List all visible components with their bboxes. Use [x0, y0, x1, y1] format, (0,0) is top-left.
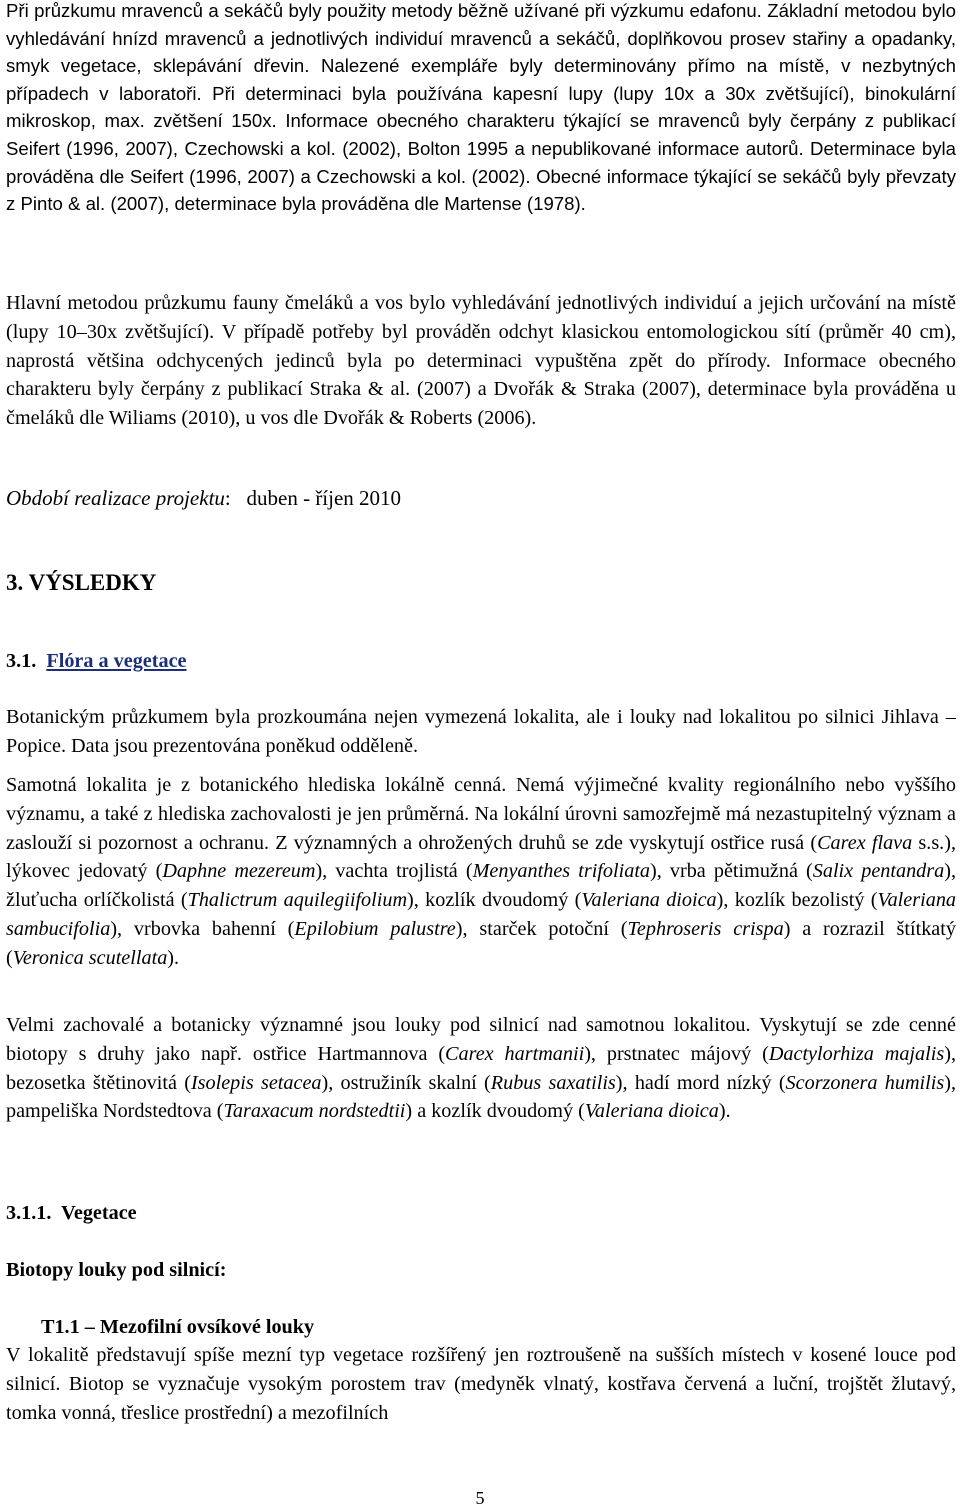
- heading-flora: 3.1. Flóra a vegetace: [6, 650, 187, 672]
- species-name: Rubus saxatilis: [490, 1071, 616, 1094]
- species-name: Taraxacum nordstedtii: [223, 1100, 406, 1123]
- species-name: Daphne mezereum: [162, 860, 316, 883]
- paragraph-meadows: Velmi zachovalé a botanicky významné jsou louky pod silnicí nad samotnou lokalitou. Vyskytují se zde cenné biotopy s druhy jako např. ostřice Hartmannova (Carex hartmanii), prstnatec májový (Dactylorhiza majalis), bezosetka štětinovitá (Isolepis setacea), ostružiník skalní (Rubus saxatilis), hadí mord nízký (Scorzonera humilis), pampeliška Nordstedtova (Taraxacum nordstedtii) a kozlík dvoudomý (Valeriana dioica).: [6, 1014, 956, 1123]
- species-name: Carex flava: [817, 831, 913, 854]
- species-name: Carex hartmanii: [445, 1042, 585, 1065]
- paragraph-botanical-survey: Botanickým průzkumem byla prozkoumána nejen vymezená lokalita, ale i louky nad lokalitou po silnici Jihlava – Popice. Data jsou prezentována poněkud odděleně.: [6, 706, 956, 757]
- species-name: Valeriana sambucifolia: [6, 889, 957, 940]
- paragraph-methods-bumblebees: Hlavní metodou průzkumu fauny čmeláků a vos bylo vyhledávání jednotlivých individuí a jejich určování na místě (lupy 10–30x zvětšující). V případě potřeby byl prováděn odchyt klasickou entomologickou sítí (průměr 40 cm), naprostá většina odchycených jedinců byla po determinaci vypuštěna zpět do přírody. Informace obecného charakteru byly čerpány z publikací Straka & al. (2007) a Dvořák & Straka (2007), determinace byla prováděna u čmeláků dle Wiliams (2010), u vos dle Dvořák & Roberts (2006).: [6, 292, 956, 430]
- heading-t1-1: T1.1 – Mezofilní ovsíkové louky: [41, 1316, 315, 1338]
- species-name: Veronica scutellata: [12, 946, 168, 969]
- species-name: Salix pentandra: [812, 860, 945, 883]
- species-name: Isolepis setacea: [190, 1071, 322, 1094]
- species-name: Scorzonera humilis: [785, 1071, 945, 1094]
- species-name: Menyanthes trifoliata: [472, 860, 651, 883]
- species-name: Valeriana dioica: [584, 1100, 719, 1123]
- species-name: Thalictrum aquilegiifolium: [187, 889, 408, 912]
- period-value: duben - říjen 2010: [246, 486, 402, 510]
- flora-title: Flóra a vegetace: [46, 650, 187, 672]
- paragraph-t1-1: V lokalitě představují spíše mezní typ vegetace rozšířený jen roztroušeně na sušších místech v kosené louce pod silnicí. Biotop se vyznačuje vysokým porostem trav (medyněk vlnatý, kostřava červená a luční, trojštět žlutavý, tomka vonná, třeslice prostřední) a mezofilních: [6, 1344, 956, 1424]
- paragraph-methods-ants: Při průzkumu mravenců a sekáčů byly použity metody běžně užívané při výzkumu edafonu. Základní metodou bylo vyhledávání hnízd mravenců a jednotlivých individuí mravenců a sekáčů, doplňkovou prosev stařiny a opadanky, smyk vegetace, sklepávání dřevin. Nalezené exempláře byly determinovány přímo na místě, v nezbytných případech v laboratoři. Při determinaci byla používána kapesní lupy (lupy 10x a 30x zvětšující), binokulární mikroskop, max. zvětšení 150x. Informace obecného charakteru týkající se mravenců byly čerpány z publikací Seifert (1996, 2007), Czechowski a kol. (2002), Bolton 1995 a nepublikované informace autorů. Determinace byla prováděna dle Seifert (1996, 2007) a Czechowski a kol. (2002). Obecné informace týkající se sekáčů byly převzaty z Pinto & al. (2007), determinace byla prováděna dle Martense (1978).: [6, 0, 956, 215]
- species-name: Tephroseris crispa: [627, 917, 784, 940]
- page-number: 5: [475, 1488, 485, 1508]
- heading-results: 3. VÝSLEDKY: [6, 570, 157, 595]
- period-label: Období realizace projektu: [6, 486, 225, 510]
- heading-vegetation: 3.1.1. Vegetace: [6, 1202, 137, 1224]
- paragraph-locality-value: Samotná lokalita je z botanického hlediska lokálně cenná. Nemá výjimečné kvality regionálního nebo vyššího významu, a také z hlediska zachovalosti je jen průměrná. Na lokální úrovni samozřejmě má nezastupitelný význam a zaslouží si pozornost a ochranu. Z významných a ohrožených druhů se zde vyskytují ostřice rusá (Carex flava s.s.), lýkovec jedovatý (Daphne mezereum), vachta trojlistá (Menyanthes trifoliata), vrba pětimužná (Salix pentandra), žluťucha orlíčkolistá (Thalictrum aquilegiifolium), kozlík dvoudomý (Valeriana dioica), kozlík bezolistý (Valeriana sambucifolia), vrbovka bahenní (Epilobium palustre), starček potoční (Tephroseris crispa) a rozrazil štítkatý (Veronica scutellata).: [6, 774, 957, 969]
- species-name: Valeriana dioica: [581, 889, 717, 912]
- species-name: Epilobium palustre: [294, 917, 456, 940]
- project-period: Období realizace projektu: duben - říjen 2010: [6, 486, 402, 510]
- heading-biotopes: Biotopy louky pod silnicí:: [6, 1259, 227, 1281]
- species-name: Dactylorhiza majalis: [768, 1042, 945, 1065]
